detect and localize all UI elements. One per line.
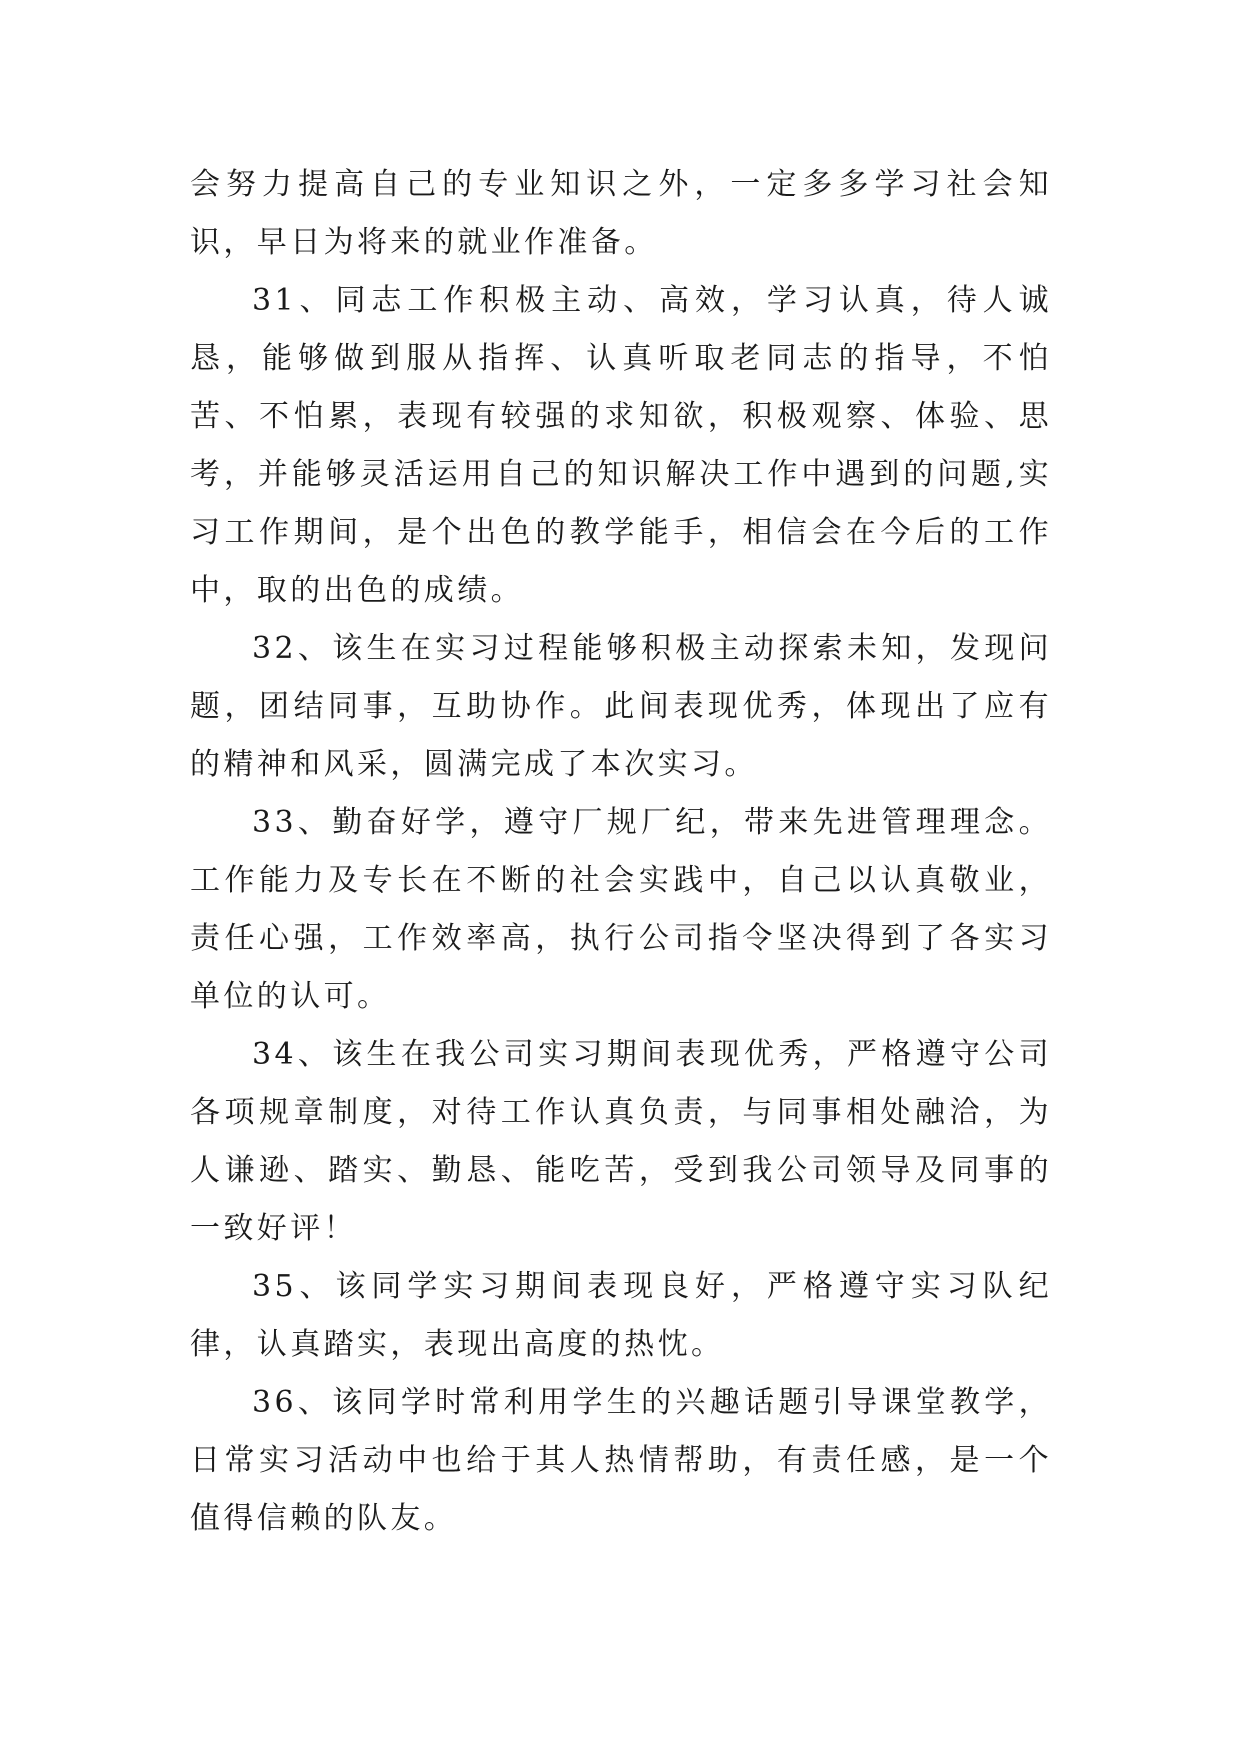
document-body bbox=[190, 156, 1052, 1548]
paragraph-continuation: 会努力提高自己的专业知识之外，一定多多学习社会知识，早日为将来的就业作准备。 bbox=[190, 167, 1052, 260]
paragraph-comment-36: 36、该同学时常利用学生的兴趣话题引导课堂教学，日常实习活动中也给于其人热情帮助，有责任感，是一个值得信赖的队友。 bbox=[190, 1385, 1052, 1536]
paragraph-comment-35: 35、该同学实习期间表现良好，严格遵守实习队纪律，认真踏实，表现出高度的热忱。 bbox=[190, 1269, 1052, 1362]
paragraph-comment-34: 34、该生在我公司实习期间表现优秀，严格遵守公司各项规章制度，对待工作认真负责，与同事相处融洽，为人谦逊、踏实、勤恳、能吃苦，受到我公司领导及同事的一致好评！ bbox=[190, 1037, 1052, 1246]
paragraph-comment-31: 31、同志工作积极主动、高效，学习认真，待人诚恳，能够做到服从指挥、认真听取老同志的指导，不怕苦、不怕累，表现有较强的求知欲，积极观察、体验、思考，并能够灵活运用自己的知识解决工作中遇到的问题,实习工作期间，是个出色的教学能手，相信会在今后的工作中，取的出色的成绩。 bbox=[190, 283, 1052, 608]
paragraph-comment-33: 33、勤奋好学，遵守厂规厂纪，带来先进管理理念。工作能力及专长在不断的社会实践中，自己以认真敬业，责任心强，工作效率高，执行公司指令坚决得到了各实习单位的认可。 bbox=[190, 805, 1052, 1014]
paragraph-comment-32: 32、该生在实习过程能够积极主动探索未知，发现问题，团结同事，互助协作。此间表现优秀，体现出了应有的精神和风采，圆满完成了本次实习。 bbox=[190, 631, 1052, 782]
